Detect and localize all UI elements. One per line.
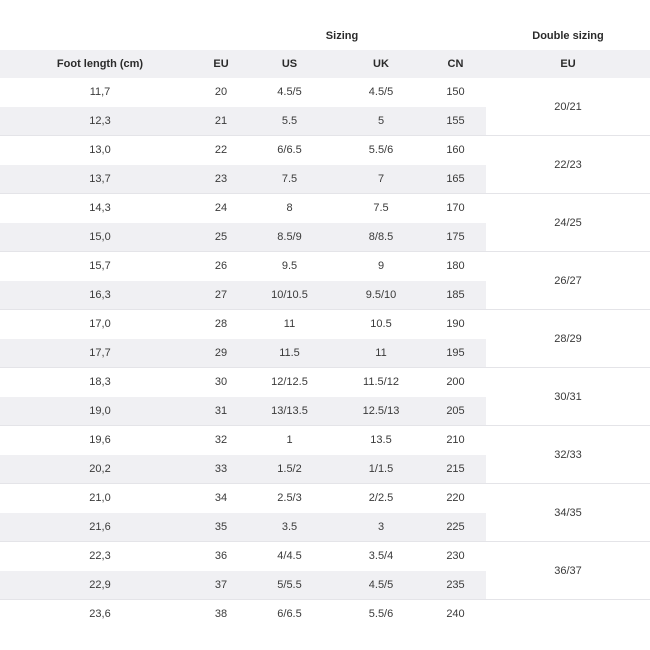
double-eu-header: EU xyxy=(560,58,576,70)
foot-length-cell: 11,7 xyxy=(89,86,111,98)
foot-length-cell: 23,6 xyxy=(89,608,111,620)
double-sizing-cell: 26/27 xyxy=(554,275,582,287)
uk-cell: 4.5/5 xyxy=(368,579,394,591)
group-divider xyxy=(0,599,650,600)
eu-cell: 24 xyxy=(214,202,228,214)
table-row xyxy=(0,426,486,455)
us-cell: 13/13.5 xyxy=(271,405,308,417)
uk-cell: 5 xyxy=(377,115,385,127)
eu-cell: 28 xyxy=(214,318,228,330)
us-cell: 1.5/2 xyxy=(277,463,302,475)
table-row xyxy=(0,571,486,600)
eu-header: EU xyxy=(213,58,229,70)
foot-length-cell: 17,7 xyxy=(89,347,111,359)
eu-cell: 29 xyxy=(214,347,228,359)
eu-cell: 36 xyxy=(214,550,228,562)
double-sizing-cell: 30/31 xyxy=(554,391,582,403)
uk-cell: 8/8.5 xyxy=(368,231,394,243)
cn-cell: 210 xyxy=(446,434,465,446)
foot-length-cell: 13,7 xyxy=(89,173,111,185)
us-cell: 1 xyxy=(286,434,293,446)
cn-cell: 230 xyxy=(446,550,465,562)
uk-cell: 9 xyxy=(377,260,385,272)
eu-cell: 21 xyxy=(214,115,228,127)
cn-cell: 215 xyxy=(446,463,465,475)
eu-cell: 23 xyxy=(214,173,228,185)
foot-length-cell: 19,0 xyxy=(89,405,111,417)
eu-cell: 25 xyxy=(214,231,228,243)
cn-cell: 170 xyxy=(446,202,465,214)
us-cell: 11.5 xyxy=(279,347,300,359)
double-sizing-cell: 22/23 xyxy=(554,159,582,171)
cn-cell: 235 xyxy=(446,579,465,591)
uk-cell: 5.5/6 xyxy=(368,608,394,620)
table-row xyxy=(0,339,486,368)
foot-length-cell: 18,3 xyxy=(89,376,111,388)
table-row xyxy=(0,107,486,136)
eu-cell: 20 xyxy=(214,86,228,98)
cn-cell: 240 xyxy=(446,608,465,620)
us-cell: 7.5 xyxy=(281,173,298,185)
uk-cell: 3.5/4 xyxy=(368,550,394,562)
foot-length-cell: 17,0 xyxy=(89,318,111,330)
double-sizing-cell: 28/29 xyxy=(554,333,582,345)
cn-cell: 155 xyxy=(446,115,465,127)
cn-cell: 205 xyxy=(446,405,465,417)
cn-cell: 180 xyxy=(446,260,465,272)
cn-header: CN xyxy=(447,58,464,70)
uk-header: UK xyxy=(373,58,389,70)
uk-cell: 4.5/5 xyxy=(368,86,394,98)
column-header-row xyxy=(0,50,650,78)
uk-cell: 11 xyxy=(375,347,387,359)
foot-length-cell: 14,3 xyxy=(89,202,111,214)
uk-cell: 11.5/12 xyxy=(363,376,399,388)
foot-length-cell: 21,0 xyxy=(89,492,111,504)
cn-cell: 165 xyxy=(446,173,465,185)
table-row xyxy=(0,455,486,484)
uk-cell: 7 xyxy=(377,173,385,185)
us-cell: 3.5 xyxy=(281,521,298,533)
uk-cell: 13.5 xyxy=(370,434,392,446)
double-sizing-cell: 36/37 xyxy=(554,565,582,577)
double-sizing-cell: 32/33 xyxy=(554,449,582,461)
table-row xyxy=(0,194,486,223)
foot-length-cell: 15,0 xyxy=(89,231,111,243)
us-cell: 11 xyxy=(283,318,296,330)
table-row xyxy=(0,223,486,252)
us-cell: 5.5 xyxy=(281,115,298,127)
foot-length-cell: 19,6 xyxy=(89,434,111,446)
eu-cell: 27 xyxy=(214,289,228,301)
cn-cell: 190 xyxy=(446,318,465,330)
foot-length-cell: 13,0 xyxy=(89,144,111,156)
eu-cell: 22 xyxy=(214,144,228,156)
us-cell: 9.5 xyxy=(281,260,298,272)
table-row xyxy=(0,368,486,397)
us-cell: 12/12.5 xyxy=(271,376,308,388)
table-row xyxy=(0,252,486,281)
uk-cell: 1/1.5 xyxy=(368,463,394,475)
foot-length-cell: 22,3 xyxy=(89,550,111,562)
cn-cell: 220 xyxy=(446,492,465,504)
uk-cell: 10.5 xyxy=(370,318,392,330)
table-row xyxy=(0,281,486,310)
us-cell: 10/10.5 xyxy=(271,289,308,301)
us-cell: 4.5/5 xyxy=(277,86,302,98)
us-cell: 6/6.5 xyxy=(277,144,302,156)
eu-cell: 37 xyxy=(214,579,228,591)
table-row xyxy=(0,513,486,542)
cn-cell: 200 xyxy=(446,376,465,388)
uk-cell: 2/2.5 xyxy=(368,492,394,504)
cn-cell: 160 xyxy=(446,144,465,156)
cn-cell: 185 xyxy=(446,289,465,301)
table-row xyxy=(0,542,486,571)
table-row xyxy=(0,600,486,629)
cn-cell: 195 xyxy=(446,347,465,359)
foot-length-cell: 15,7 xyxy=(89,260,111,272)
table-row xyxy=(0,165,486,194)
eu-cell: 26 xyxy=(214,260,228,272)
double-sizing-group-header: Double sizing xyxy=(532,30,604,42)
uk-cell: 7.5 xyxy=(373,202,389,214)
uk-cell: 3 xyxy=(377,521,385,533)
us-header: US xyxy=(281,58,298,70)
sizing-group-header: Sizing xyxy=(325,30,359,42)
foot-length-cell: 12,3 xyxy=(89,115,111,127)
cn-cell: 225 xyxy=(446,521,465,533)
us-cell: 4/4.5 xyxy=(277,550,302,562)
eu-cell: 33 xyxy=(214,463,228,475)
us-cell: 8 xyxy=(286,202,293,214)
us-cell: 5/5.5 xyxy=(277,579,302,591)
eu-cell: 31 xyxy=(214,405,228,417)
eu-cell: 32 xyxy=(214,434,228,446)
table-row xyxy=(0,310,486,339)
double-sizing-cell: 34/35 xyxy=(554,507,582,519)
uk-cell: 9.5/10 xyxy=(365,289,397,301)
foot-length-cell: 22,9 xyxy=(89,579,111,591)
table-row xyxy=(0,397,486,426)
eu-cell: 30 xyxy=(214,376,228,388)
double-sizing-cell: 24/25 xyxy=(554,217,582,229)
eu-cell: 35 xyxy=(214,521,228,533)
eu-cell: 38 xyxy=(214,608,228,620)
table-row xyxy=(0,78,486,107)
foot-length-cell: 16,3 xyxy=(89,289,111,301)
us-cell: 2.5/3 xyxy=(277,492,302,504)
foot-length-cell: 21,6 xyxy=(89,521,111,533)
foot-length-header: Foot length (cm) xyxy=(56,58,144,70)
us-cell: 8.5/9 xyxy=(277,231,302,243)
uk-cell: 5.5/6 xyxy=(368,144,394,156)
cn-cell: 150 xyxy=(446,86,465,98)
us-cell: 6/6.5 xyxy=(277,608,302,620)
table-row xyxy=(0,484,486,513)
cn-cell: 175 xyxy=(446,231,465,243)
uk-cell: 12.5/13 xyxy=(362,405,400,417)
double-sizing-cell: 20/21 xyxy=(554,101,582,113)
table-row xyxy=(0,136,486,165)
foot-length-cell: 20,2 xyxy=(89,463,111,475)
eu-cell: 34 xyxy=(214,492,228,504)
